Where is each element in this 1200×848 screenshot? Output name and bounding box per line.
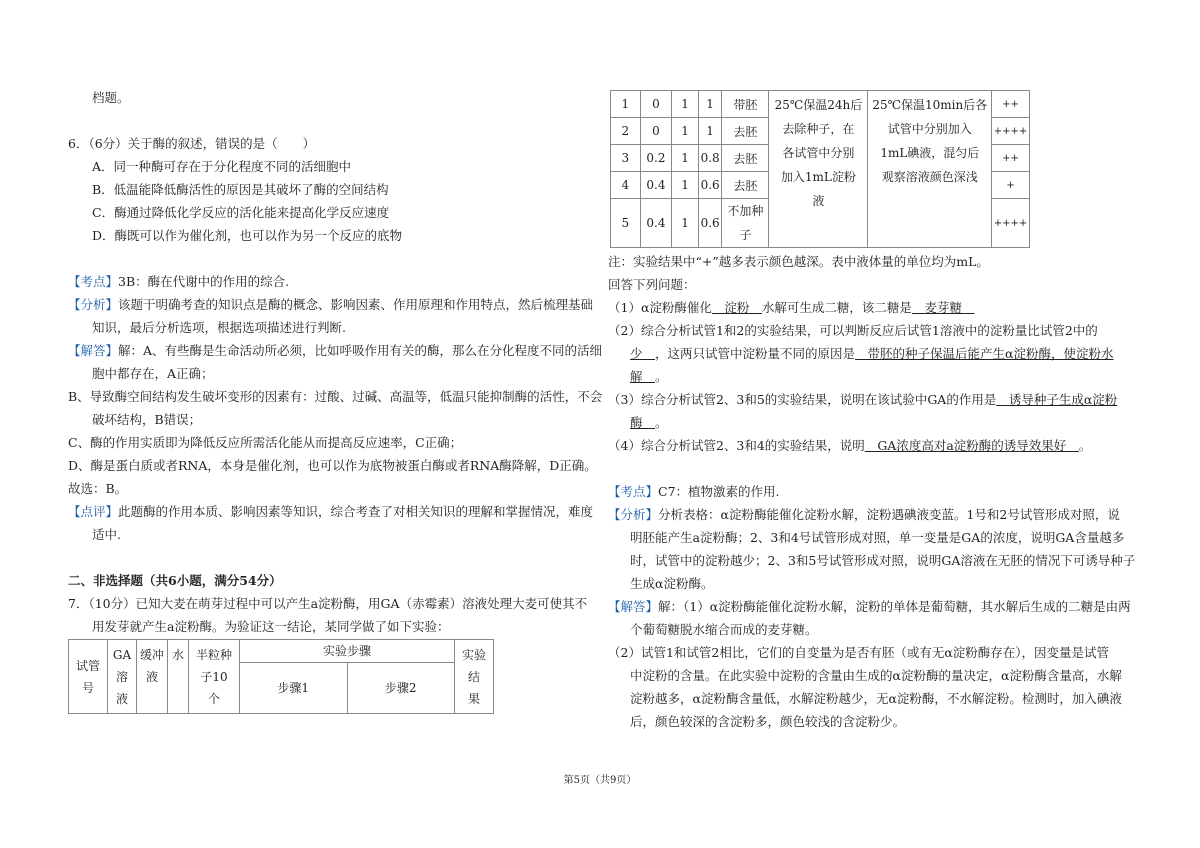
answer-blank: 淀粉	[711, 300, 762, 315]
question-6: 6．（6分）关于酶的叙述，错误的是（ ）	[68, 136, 316, 151]
dianping-line	[68, 500, 594, 523]
answer-blank: 解	[630, 369, 656, 384]
cell-water: 1	[698, 91, 722, 118]
cell-result: +	[992, 172, 1030, 199]
ask-line: 回答下列问题：	[608, 277, 696, 292]
option-d: D．酶既可以作为催化剂，也可以作为另一个反应的底物	[92, 228, 403, 243]
cell-seed: 去胚	[722, 172, 769, 199]
fenxi-line-2: 明胚能产生a淀粉酶；2、3和4号试管形成对照，单一变量是GA的浓度，说明GA含量越多	[630, 530, 1125, 545]
kaodian-line: 【考点】C7：植物激素的作用.	[608, 484, 780, 499]
cell-step1: 25℃保温24h后 去除种子，在 各试管中分别 加入1mL淀粉 液	[769, 91, 868, 248]
question-7-line-2: 用发芽就产生a淀粉酶。为验证这一结论，某同学做了如下实验：	[92, 619, 450, 634]
cell-result: ++++	[992, 199, 1030, 248]
jieda-line-3: B、导致酶空间结构发生破坏变形的因素有：过酸、过碱、高温等，低温只能抑制酶的活性，不会	[68, 389, 603, 404]
cell-ga: 0.2	[640, 145, 672, 172]
cell-water: 1	[698, 118, 722, 145]
jieda-line-2: 个葡萄糖脱水缩合而成的麦芽糖。	[630, 622, 818, 637]
text-line: 档题。	[92, 90, 130, 105]
cell-ga: 0.4	[640, 172, 672, 199]
cell-step2: 25℃保温10min后各 试管中分别加入 1mL碘液，混匀后 观察溶液颜色深浅	[868, 91, 992, 248]
answer-blank: 诱导种子生成α淀粉	[996, 392, 1118, 407]
answer-2-line-2: 少 ，这两只试管中淀粉量不同的原因是 带胚的种子保温后能产生α淀粉酶，使淀粉水	[630, 346, 1114, 361]
option-a: A．同一种酶可存在于分化程度不同的活细胞中	[92, 159, 352, 174]
jieda-line	[68, 339, 603, 362]
cell-seed: 带胚	[722, 91, 769, 118]
dianping-line-2: 适中.	[92, 527, 121, 542]
header-steps: 实验步骤	[240, 640, 455, 663]
jieda-tag: 【解答】	[608, 599, 659, 614]
header-tube: 试管 号	[69, 640, 108, 714]
header-step1: 步骤1	[240, 663, 348, 714]
fenxi-line-2: 知识，最后分析选项，根据选项描述进行判断.	[92, 320, 346, 335]
fenxi-tag: 【分析】	[68, 297, 119, 312]
section-heading: 二、非选择题（共6小题，满分54分）	[68, 573, 282, 588]
answer-4: （4）综合分析试管2、3和4的实验结果，说明 GA浓度高对a淀粉酶的诱导效果好 。	[608, 438, 1092, 453]
jieda-tag: 【解答】	[68, 343, 119, 358]
jieda-line-3: （2）试管1和试管2相比，它们的自变量为是否有胚（或有无α淀粉酶存在），因变量是试管	[608, 645, 1110, 660]
cell-ga: 0	[640, 91, 672, 118]
fenxi-line-3: 时，试管中的淀粉越少；2、3和5号试管形成对照，说明GA溶液在无胚的情况下可诱导种子	[630, 553, 1136, 568]
fenxi-text: 该题干明确考查的知识点是酶的概念、影响因素、作用原理和作用特点，然后梳理基础	[118, 297, 594, 312]
experiment-table-body	[610, 90, 1030, 248]
right-column	[608, 250, 1138, 733]
cell-water: 0.6	[698, 172, 722, 199]
cell-buffer: 1	[672, 91, 699, 118]
fenxi-line-4: 生成α淀粉酶。	[630, 576, 714, 591]
jieda-line-4: 中淀粉的含量。在此实验中淀粉的含量由生成的α淀粉酶的量决定，α淀粉酶含量高，水解	[630, 668, 1122, 683]
cell-no: 5	[611, 199, 641, 248]
answer-blank: 少	[630, 346, 656, 361]
jieda-line-5: 淀粉越多，α淀粉酶含量低，水解淀粉越少，无α淀粉酶，不水解淀粉。检测时，加入碘液	[630, 691, 1122, 706]
kaodian-tag: 【考点】	[608, 484, 659, 499]
jieda-line-2: 胞中都存在，A正确；	[92, 366, 214, 381]
cell-water: 0.6	[698, 199, 722, 248]
jieda-line-6: D、酶是蛋白质或者RNA，本身是催化剂，也可以作为底物被蛋白酶或者RNA酶降解，D正确。	[68, 458, 597, 473]
experiment-table-header	[68, 639, 494, 714]
cell-result: ++	[992, 91, 1030, 118]
cell-no: 1	[611, 91, 641, 118]
jieda-line-5: C、酶的作用实质即为降低反应所需活化能从而提高反应速率，C正确；	[68, 435, 463, 450]
answer-3-line-2: 酶 。	[630, 415, 668, 430]
option-b: B．低温能降低酶活性的原因是其破坏了酶的空间结构	[92, 182, 389, 197]
header-ga: GA 溶 液	[108, 640, 137, 714]
cell-seed: 去胚	[722, 118, 769, 145]
kaodian-tag: 【考点】	[68, 274, 119, 289]
answer-2: （2）综合分析试管1和2的实验结果，可以判断反应后试管1溶液中的淀粉量比试管2中的	[608, 323, 1098, 338]
jieda-line-7: 故选：B。	[68, 481, 128, 496]
fenxi-tag: 【分析】	[608, 507, 659, 522]
note-line: 注：实验结果中“+”越多表示颜色越深。表中液体量的单位均为mL。	[608, 254, 989, 269]
dianping-tag: 【点评】	[68, 504, 119, 519]
answer-1: （1）α淀粉酶催化 淀粉 水解可生成二糖，该二糖是 麦芽糖	[608, 300, 975, 315]
answer-2-line-3: 解 。	[630, 369, 668, 384]
jieda-text: 解：A、有些酶是生命活动所必须，比如呼吸作用有关的酶，那么在分化程度不同的活细	[118, 343, 603, 358]
header-buffer: 缓冲 液	[137, 640, 168, 714]
question-7: 7．（10分）已知大麦在萌芽过程中可以产生a淀粉酶，用GA（赤霉素）溶液处理大麦可使其不	[68, 596, 588, 611]
cell-no: 3	[611, 145, 641, 172]
cell-ga: 0	[640, 118, 672, 145]
page-footer: 第5页（共9页）	[563, 775, 637, 786]
jieda-line: 【解答】解：（1）α淀粉酶能催化淀粉水解，淀粉的单体是葡萄糖，其水解后生成的二糖是由两	[608, 599, 1131, 614]
option-c: C．酶通过降低化学反应的活化能来提高化学反应速度	[92, 205, 390, 220]
cell-buffer: 1	[672, 118, 699, 145]
left-column	[68, 86, 603, 714]
answer-3: （3）综合分析试管2、3和5的实验结果，说明在该试验中GA的作用是 诱导种子生成α淀粉	[608, 392, 1118, 407]
cell-no: 2	[611, 118, 641, 145]
cell-buffer: 1	[672, 172, 699, 199]
fenxi-line	[68, 293, 594, 316]
cell-ga: 0.4	[640, 199, 672, 248]
kaodian-text: 3B：酶在代谢中的作用的综合.	[118, 274, 290, 289]
cell-water: 0.8	[698, 145, 722, 172]
fenxi-line: 【分析】分析表格：α淀粉酶能催化淀粉水解，淀粉遇碘液变蓝。1号和2号试管形成对照，说	[608, 507, 1120, 522]
cell-result: ++	[992, 145, 1030, 172]
header-water: 水	[168, 640, 189, 714]
header-step2: 步骤2	[347, 663, 455, 714]
dianping-text: 此题酶的作用本质、影响因素等知识，综合考查了对相关知识的理解和掌握情况，难度	[118, 504, 594, 519]
cell-no: 4	[611, 172, 641, 199]
jieda-line-4: 破坏结构，B错误；	[92, 412, 202, 427]
answer-blank: 酶	[630, 415, 656, 430]
cell-seed: 去胚	[722, 145, 769, 172]
answer-blank: GA浓度高对a淀粉酶的诱导效果好	[864, 438, 1079, 453]
answer-blank: 带胚的种子保温后能产生α淀粉酶，使淀粉水	[855, 346, 1114, 361]
cell-seed: 不加种 子	[722, 199, 769, 248]
cell-buffer: 1	[672, 199, 699, 248]
cell-buffer: 1	[672, 145, 699, 172]
jieda-line-6: 后，颜色较深的含淀粉多，颜色较浅的含淀粉少。	[630, 714, 906, 729]
header-seed: 半粒种 子10 个	[189, 640, 240, 714]
answer-blank: 麦芽糖	[911, 300, 975, 315]
kaodian-line	[68, 270, 590, 293]
cell-result: ++++	[992, 118, 1030, 145]
header-result: 实验 结 果	[455, 640, 494, 714]
